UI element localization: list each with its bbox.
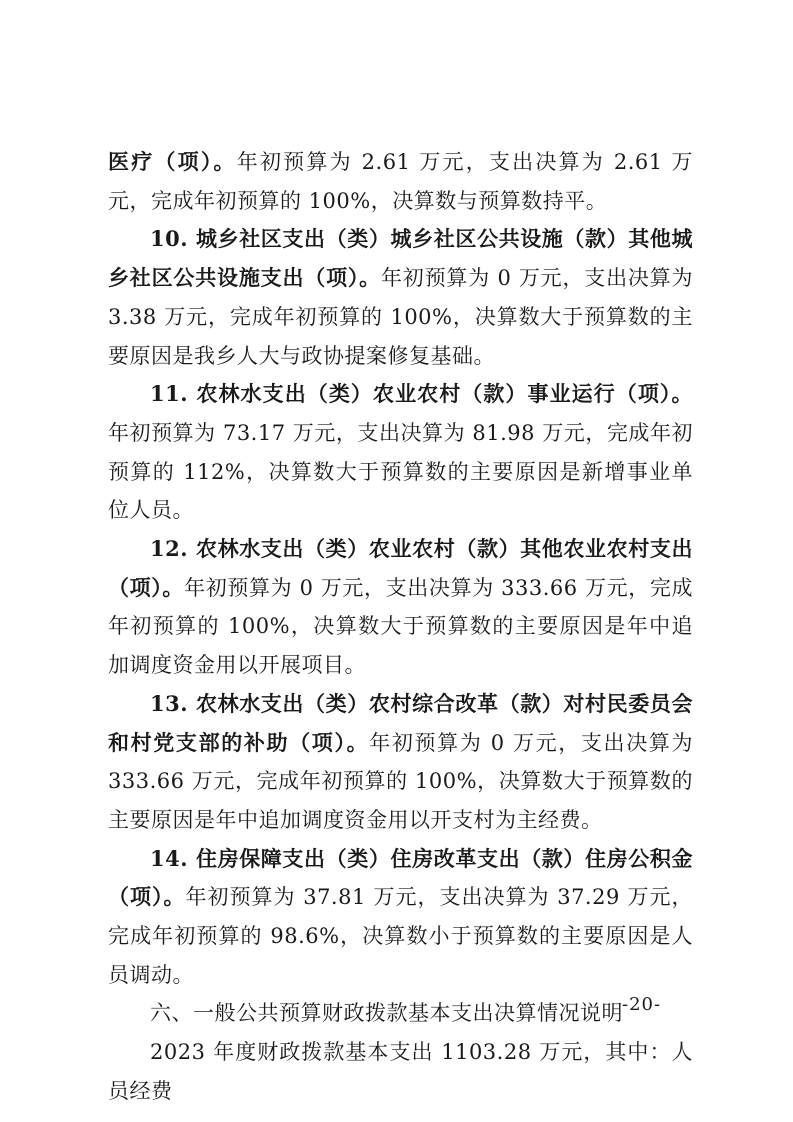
item-text: 年初预算为 37.81 万元，支出决算为 37.29 万元，完成年初预算的 98.6%，决算数小于预算数的主要原因是人员调动。 — [108, 885, 694, 987]
item-text: 年初预算为 0 万元，支出决算为 333.66 万元，完成年初预算的 100%，决算数大于预算数的主要原因是年中追加调度资金用以开展项目。 — [108, 575, 694, 678]
item-text: 年初预算为 2.61 万元，支出决算为 2.61 万元，完成年初预算的 100%，决算数与预算数持平。 — [108, 150, 693, 213]
item-title: 12. 农林水支出（类）农业农村（款）其他农业农村支出（项）。 — [108, 536, 693, 600]
paragraph-medical — [108, 143, 693, 220]
paragraph-item-12 — [108, 530, 693, 685]
paragraph-item-11 — [108, 375, 693, 530]
paragraph-item-14 — [108, 840, 693, 995]
paragraph-item-10 — [108, 220, 693, 375]
item-title: 14. 住房保障支出（类）住房改革支出（款）住房公积金（项）。 — [108, 845, 693, 910]
paragraph-basic-expenditure: 2023 年度财政拨款基本支出 1103.28 万元，其中：人员经费 — [108, 1040, 693, 1103]
paragraph-item-13 — [108, 685, 693, 840]
item-text: 年初预算为 73.17 万元，支出决算为 81.98 万元，完成年初预算的 112%，决算数大于预算数的主要原因是新增事业单位人员。 — [108, 420, 693, 523]
document-body — [108, 143, 693, 1111]
item-title: 13. 农林水支出（类）农村综合改革（款）对村民委员会和村党支部的补助（项）。 — [108, 690, 693, 755]
item-title: 10. 城乡社区支出（类）城乡社区公共设施（款）其他城乡社区公共设施支出（项）。 — [108, 226, 693, 291]
item-title: 医疗（项）。 — [108, 149, 237, 174]
item-text: 年初预算为 0 万元，支出决算为 333.66 万元，完成年初预算的 100%，决算数大于预算数的主要原因是年中追加调度资金用以开支村为主经费。 — [108, 730, 693, 832]
item-title: 11. 农林水支出（类）农业农村（款）事业运行（项）。 — [150, 381, 693, 407]
page-number: -20- — [622, 994, 662, 1015]
item-text: 年初预算为 0 万元，支出决算为 3.38 万元，完成年初预算的 100%，决算数大于预算数的主要原因是我乡人大与政协提案修复基础。 — [108, 266, 694, 368]
section-heading: 六、一般公共预算财政拨款基本支出决算情况说明 — [150, 1001, 623, 1026]
